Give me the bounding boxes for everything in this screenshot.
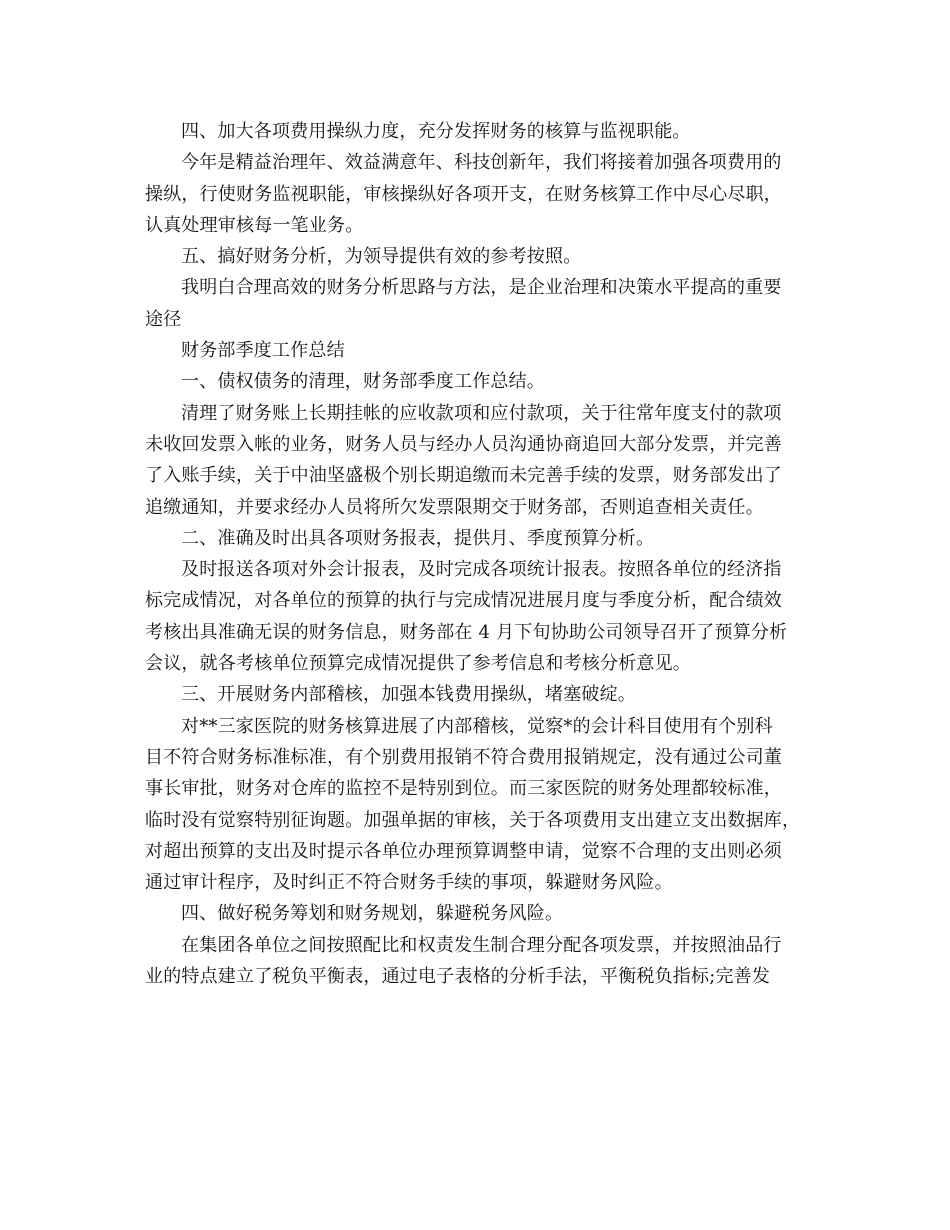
text-line: 我明白合理高效的财务分析思路与方法，是企业治理和决策水平提高的重要	[181, 277, 782, 299]
text-line: 在集团各单位之间按照配比和权责发生制合理分配各项发票，并按照油品行	[181, 934, 782, 956]
text-line: 会议，就各考核单位预算完成情况提供了参考信息和考核分析意见。	[145, 653, 691, 675]
text-line: 对超出预算的支出及时提示各单位办理预算调整申请，觉察不合理的支出则必须	[145, 840, 782, 862]
text-line: 一、债权债务的清理，财务部季度工作总结。	[181, 371, 545, 393]
text-line: 今年是精益治理年、效益满意年、科技创新年，我们将接着加强各项费用的	[181, 152, 782, 174]
text-line: 清理了财务账上长期挂帐的应收款项和应付款项，关于往常年度支付的款项	[181, 402, 782, 424]
text-line: 临时没有觉察特别征询题。加强单据的审核，关于各项费用支出建立支出数据库，	[145, 809, 801, 831]
text-line: 考核出具准确无误的财务信息，财务部在 4 月下旬协助公司领导召开了预算分析	[145, 621, 788, 643]
text-line: 事长审批，财务对仓库的监控不是特别到位。而三家医院的财务处理都较标准，	[145, 778, 782, 800]
text-line: 五、搞好财务分析，为领导提供有效的参考按照。	[181, 246, 582, 268]
text-line: 通过审计程序，及时纠正不符合财务手续的事项，躲避财务风险。	[145, 872, 673, 894]
text-line: 追缴通知，并要求经办人员将所欠发票限期交于财务部，否则追查相关责任。	[145, 496, 764, 518]
text-line: 业的特点建立了税负平衡表，通过电子表格的分析手法，平衡税负指标;完善发	[145, 966, 771, 988]
text-line: 标完成情况，对各单位的预算的执行与完成情况进展月度与季度分析，配合绩效	[145, 590, 782, 612]
text-line: 三、开展财务内部稽核，加强本钱费用操纵，堵塞破绽。	[181, 684, 636, 706]
text-line: 认真处理审核每一笔业务。	[145, 214, 364, 236]
text-line: 目不符合财务标准标准，有个别费用报销不符合费用报销规定，没有通过公司董	[145, 746, 782, 768]
text-line: 未收回发票入帐的业务，财务人员与经办人员沟通协商追回大部分发票，并完善	[145, 433, 782, 455]
text-line: 对**三家医院的财务核算进展了内部稽核，觉察*的会计科目使用有个别科	[181, 715, 773, 737]
text-line: 四、加大各项费用操纵力度，充分发挥财务的核算与监视职能。	[181, 121, 691, 142]
text-line: 及时报送各项对外会计报表，及时完成各项统计报表。按照各单位的经济指	[181, 559, 782, 581]
text-line: 途径	[145, 308, 182, 330]
text-line: 二、准确及时出具各项财务报表，提供月、季度预算分析。	[181, 527, 655, 549]
document-body	[145, 116, 805, 992]
text-line: 四、做好税务筹划和财务规划，躲避税务风险。	[181, 903, 564, 925]
text-line: 财务部季度工作总结	[181, 340, 345, 362]
text-line: 操纵，行使财务监视职能，审核操纵好各项开支，在财务核算工作中尽心尽职，	[145, 183, 782, 205]
text-line: 了入账手续，关于中油坚盛极个别长期追缴而未完善手续的发票，财务部发出了	[145, 465, 782, 487]
